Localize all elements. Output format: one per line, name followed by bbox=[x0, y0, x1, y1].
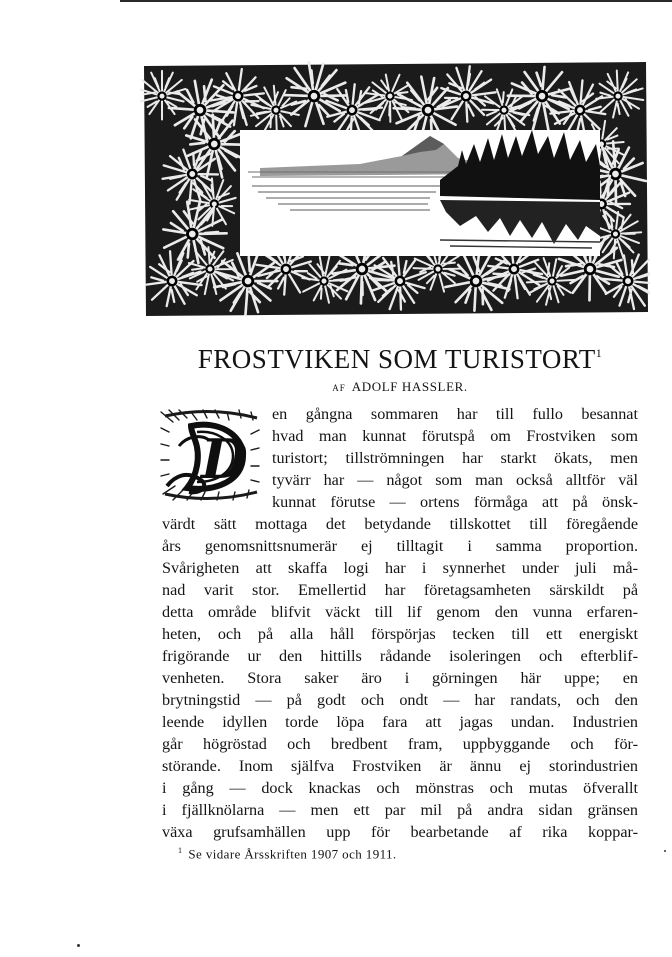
author-name: ADOLF HASSLER. bbox=[351, 379, 468, 394]
paper-speck bbox=[77, 944, 80, 947]
decorated-initial-d bbox=[157, 406, 265, 504]
body-line-16: går högröstad och bredbent fram, uppbyggande och för- bbox=[162, 735, 638, 753]
title-footnote-mark: 1 bbox=[595, 346, 603, 360]
body-line-11: heten, och på alla håll förspörjas tecken till ett energiskt bbox=[162, 625, 638, 643]
article-title bbox=[150, 344, 650, 375]
body-line-2: hvad man kunnat förutspå om Frostviken som bbox=[272, 427, 638, 445]
body-line-18: i gång — dock knackas och mönstras och mutas öfverallt bbox=[162, 779, 638, 797]
top-rule bbox=[120, 0, 672, 2]
byline-prefix: AF bbox=[332, 383, 346, 393]
body-line-20: växa grufsamhällen upp för bearbetande af rika koppar- bbox=[162, 823, 638, 841]
article-title-text: FROSTVIKEN SOM TURISTORT bbox=[197, 344, 596, 374]
body-line-4: tyvärr har — något som man också alltför väl bbox=[272, 471, 638, 489]
body-line-17: störande. Inom själfva Frostviken är ännu ej storindustrien bbox=[162, 757, 638, 775]
body-line-7: års genomsnittsnumerär ej tilltagit i samma proportion. bbox=[162, 537, 638, 555]
body-line-15: leende idyllen torde löpa fara att jagas undan. Industrien bbox=[162, 713, 638, 731]
body-line-3: turistort; tillströmningen har starkt ökats, men bbox=[272, 449, 638, 467]
body-line-1: en gångna sommaren har till fullo besannat bbox=[272, 405, 638, 423]
initial-glyph: D bbox=[201, 427, 248, 491]
body-line-6: värdt sätt mottaga det betydande tillskottet till föregående bbox=[162, 515, 638, 533]
body-line-5: kunnat förutse — ortens förmåga att på önsk- bbox=[272, 493, 638, 511]
byline bbox=[150, 379, 650, 395]
body-line-10: detta område blifvit väckt till lif genom den vunna erfaren- bbox=[162, 603, 638, 621]
body-line-13: venheten. Stora saker äro i görningen här uppe; en bbox=[162, 669, 638, 687]
body-line-8: Svårigheten att skaffa logi har i synnerhet under juli må- bbox=[162, 559, 638, 577]
body-line-9: nad varit stor. Emellertid har företagsamheten särskildt på bbox=[162, 581, 638, 599]
body-line-12: frigörande ur den hittills rådande isoleringen och efterblif- bbox=[162, 647, 638, 665]
body-line-14: brytningstid — på godt och ondt — har randats, och den bbox=[162, 691, 638, 709]
footnote bbox=[178, 846, 397, 862]
headpiece-illustration bbox=[140, 40, 650, 325]
footnote-mark: 1 bbox=[178, 846, 183, 855]
footnote-text: Se vidare Årsskriften 1907 och 1911. bbox=[188, 846, 397, 862]
body-line-19: i fjällknölarna — men ett par mil på andra sidan gränsen bbox=[162, 801, 638, 819]
paper-speck bbox=[664, 850, 666, 852]
